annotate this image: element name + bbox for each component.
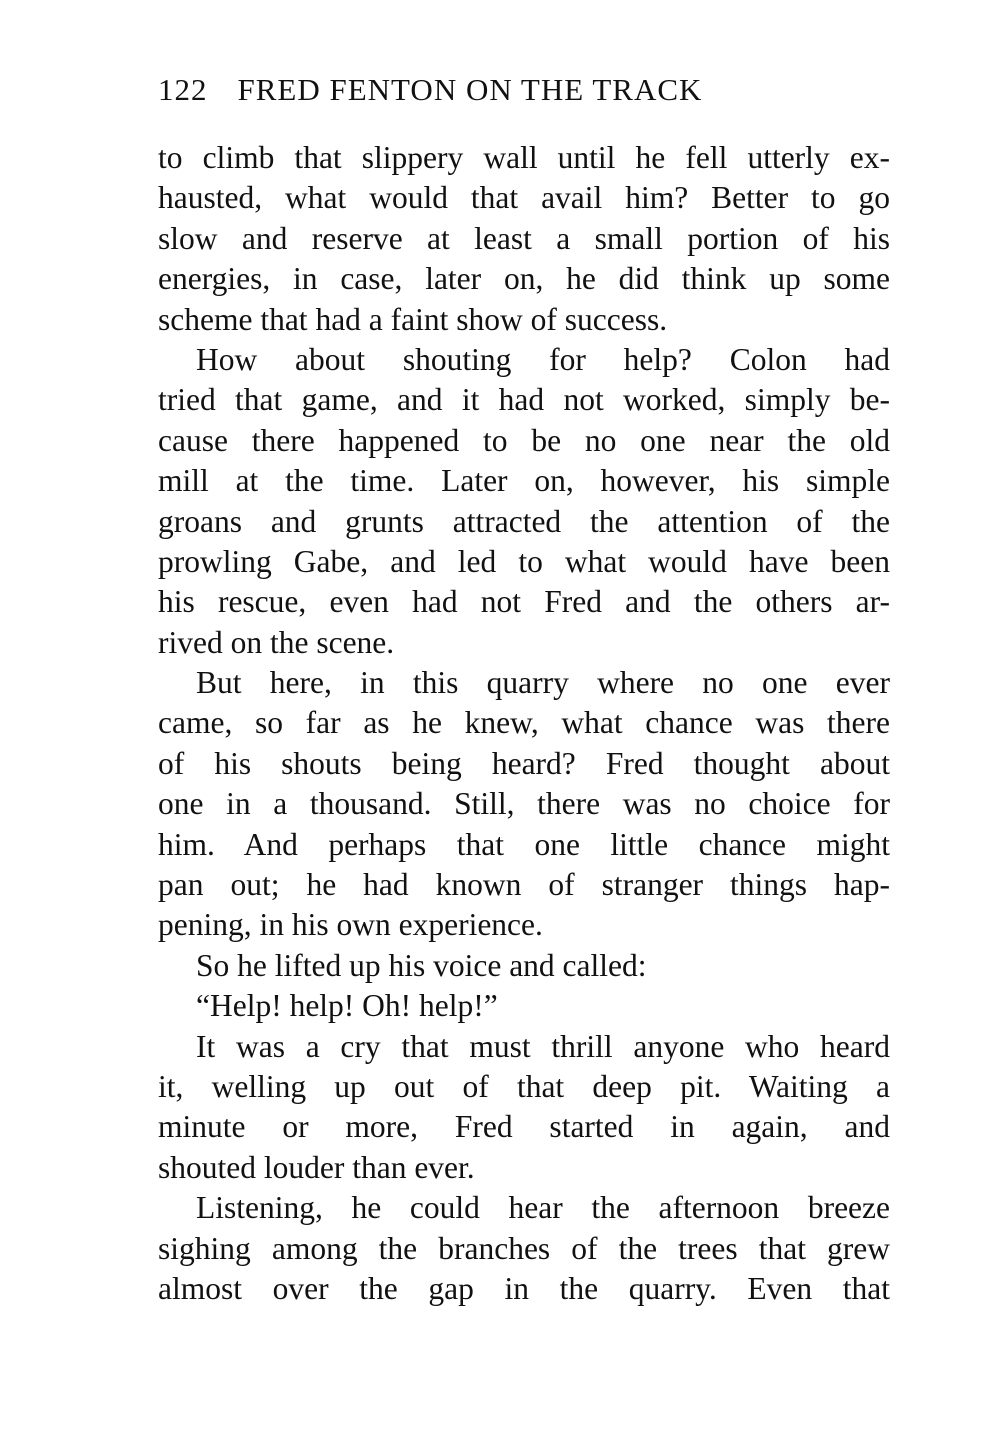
text-line: groans and grunts attracted the attention of the (158, 503, 890, 539)
text-line: him. And perhaps that one little chance might (158, 826, 890, 862)
text-line: cause there happened to be no one near the old (158, 422, 890, 458)
text-line: Listening, he could hear the afternoon breeze (196, 1190, 890, 1226)
paragraph (158, 1027, 890, 1189)
text-line: But here, in this quarry where no one ever (196, 665, 890, 701)
text-line: one in a thousand. Still, there was no choice for (158, 786, 890, 822)
text-line: shouted louder than ever. (158, 1149, 475, 1185)
text-line: of his shouts being heard? Fred thought about (158, 745, 890, 781)
text-line: “Help! help! Oh! help!” (196, 988, 498, 1024)
text-line: his rescue, even had not Fred and the others ar- (158, 584, 890, 620)
paragraph (158, 946, 890, 986)
text-line: sighing among the branches of the trees that grew (158, 1230, 890, 1266)
text-line: rived on the scene. (158, 624, 395, 660)
paragraph (158, 663, 890, 946)
text-line: pening, in his own experience. (158, 907, 543, 943)
text-line: came, so far as he knew, what chance was there (158, 705, 890, 741)
text-line: slow and reserve at least a small portion of his (158, 220, 890, 256)
text-line: hausted, what would that avail him? Better to go (158, 180, 890, 216)
page-number: 122 (158, 72, 208, 107)
text-line: to climb that slippery wall until he fell utterly ex- (158, 140, 890, 175)
text-line: energies, in case, later on, he did think up some (158, 261, 890, 297)
paragraph (158, 138, 890, 340)
text-line: prowling Gabe, and led to what would have been (158, 543, 890, 579)
text-line: mill at the time. Later on, however, his simple (158, 463, 890, 499)
text-line: It was a cry that must thrill anyone who heard (196, 1028, 890, 1064)
body-text (158, 138, 890, 1309)
text-line: How about shouting for help? Colon had (196, 341, 890, 377)
text-line: it, welling up out of that deep pit. Waiting a (158, 1068, 890, 1104)
paragraph (158, 986, 890, 1026)
paragraph (158, 340, 890, 663)
running-title: FRED FENTON ON THE TRACK (237, 72, 703, 107)
text-line: minute or more, Fred started in again, and (158, 1109, 890, 1145)
text-line: pan out; he had known of stranger things hap- (158, 867, 890, 903)
text-line: So he lifted up his voice and called: (196, 947, 647, 983)
running-header (158, 70, 890, 110)
text-line: scheme that had a faint show of success. (158, 301, 668, 337)
text-line: tried that game, and it had not worked, simply be- (158, 382, 890, 418)
paragraph (158, 1188, 890, 1309)
text-line: almost over the gap in the quarry. Even that (158, 1270, 890, 1306)
